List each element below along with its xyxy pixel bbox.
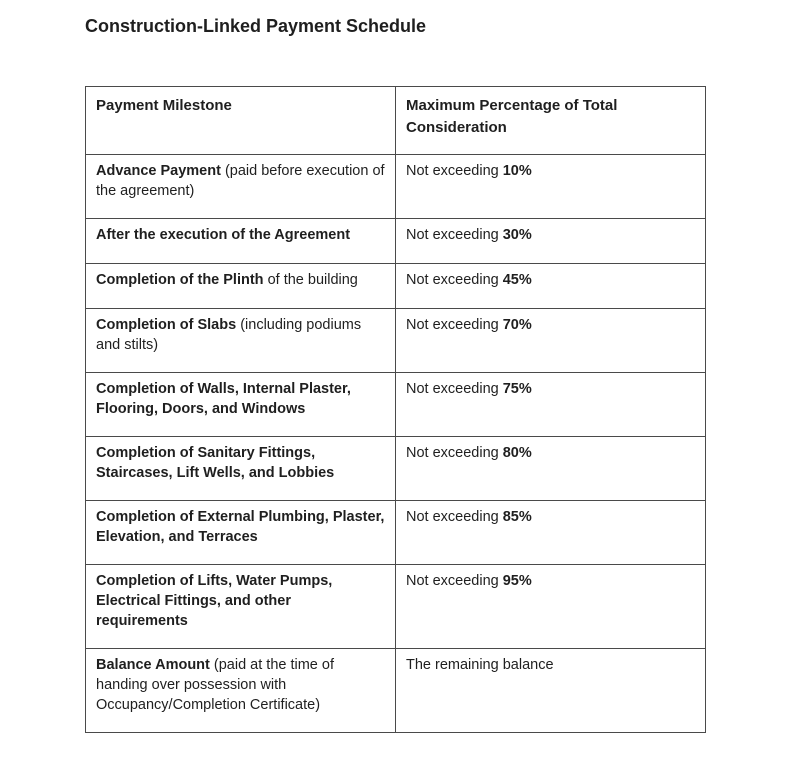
percentage-cell	[396, 649, 706, 733]
milestone-cell	[86, 219, 396, 264]
table-row	[86, 501, 706, 565]
header-payment-milestone: Payment Milestone	[86, 87, 396, 155]
header-maximum-percentage: Maximum Percentage of Total Consideration	[396, 87, 706, 155]
percentage-cell	[396, 155, 706, 219]
page-title: Construction-Linked Payment Schedule	[85, 16, 427, 36]
table-row	[86, 155, 706, 219]
percentage-cell	[396, 309, 706, 373]
table-row	[86, 264, 706, 309]
milestone-cell	[86, 373, 396, 437]
milestone-name: Completion of Walls, Internal Plaster, Flooring, Doors, and Windows	[96, 381, 351, 417]
percentage-value: 75%	[502, 381, 532, 397]
milestone-cell	[86, 155, 396, 219]
milestone-note: (paid at the time of handing over possession with Occupancy/Completion Certificate)	[96, 657, 334, 713]
percentage-cell	[396, 219, 706, 264]
percentage-cell	[396, 437, 706, 501]
percentage-value: 95%	[502, 573, 532, 589]
table-row	[86, 565, 706, 649]
percentage-cell	[396, 501, 706, 565]
milestone-name: Completion of Sanitary Fittings, Staircases, Lift Wells, and Lobbies	[96, 445, 335, 481]
percentage-value: 45%	[502, 272, 532, 288]
percentage-cell	[396, 373, 706, 437]
percentage-cell	[396, 264, 706, 309]
table-row	[86, 219, 706, 264]
table-row	[86, 373, 706, 437]
milestone-name: Completion of Lifts, Water Pumps, Electrical Fittings, and other requirements	[96, 573, 333, 629]
milestone-note: (including podiums and stilts)	[96, 317, 362, 353]
percentage-prefix: Not exceeding	[406, 317, 503, 333]
milestone-cell	[86, 437, 396, 501]
milestone-name: Advance Payment	[96, 163, 221, 179]
percentage-prefix: Not exceeding	[406, 227, 503, 243]
milestone-cell	[86, 565, 396, 649]
percentage-prefix: Not exceeding	[406, 445, 503, 461]
percentage-value: 30%	[502, 227, 532, 243]
milestone-cell	[86, 264, 396, 309]
milestone-name: Completion of Slabs	[96, 317, 237, 333]
percentage-cell	[396, 565, 706, 649]
percentage-value: 70%	[502, 317, 532, 333]
milestone-cell	[86, 649, 396, 733]
percentage-prefix: Not exceeding	[406, 381, 503, 397]
percentage-value: 10%	[502, 163, 532, 179]
percentage-prefix: The remaining balance	[406, 657, 554, 673]
milestone-note: (paid before execution of the agreement)	[96, 163, 385, 199]
percentage-prefix: Not exceeding	[406, 272, 503, 288]
milestone-name: After the execution of the Agreement	[96, 227, 351, 243]
payment-schedule-table	[85, 86, 706, 733]
table-row	[86, 309, 706, 373]
milestone-note: of the building	[263, 272, 358, 288]
milestone-name: Balance Amount	[96, 657, 210, 673]
percentage-value: 80%	[502, 445, 532, 461]
milestone-name: Completion of the Plinth	[96, 272, 264, 288]
milestone-name: Completion of External Plumbing, Plaster, Elevation, and Terraces	[96, 509, 385, 545]
table-header-row	[86, 87, 706, 155]
percentage-prefix: Not exceeding	[406, 573, 503, 589]
milestone-cell	[86, 501, 396, 565]
percentage-prefix: Not exceeding	[406, 509, 503, 525]
percentage-value: 85%	[502, 509, 532, 525]
table-row	[86, 649, 706, 733]
table-row	[86, 437, 706, 501]
percentage-prefix: Not exceeding	[406, 163, 503, 179]
milestone-cell	[86, 309, 396, 373]
